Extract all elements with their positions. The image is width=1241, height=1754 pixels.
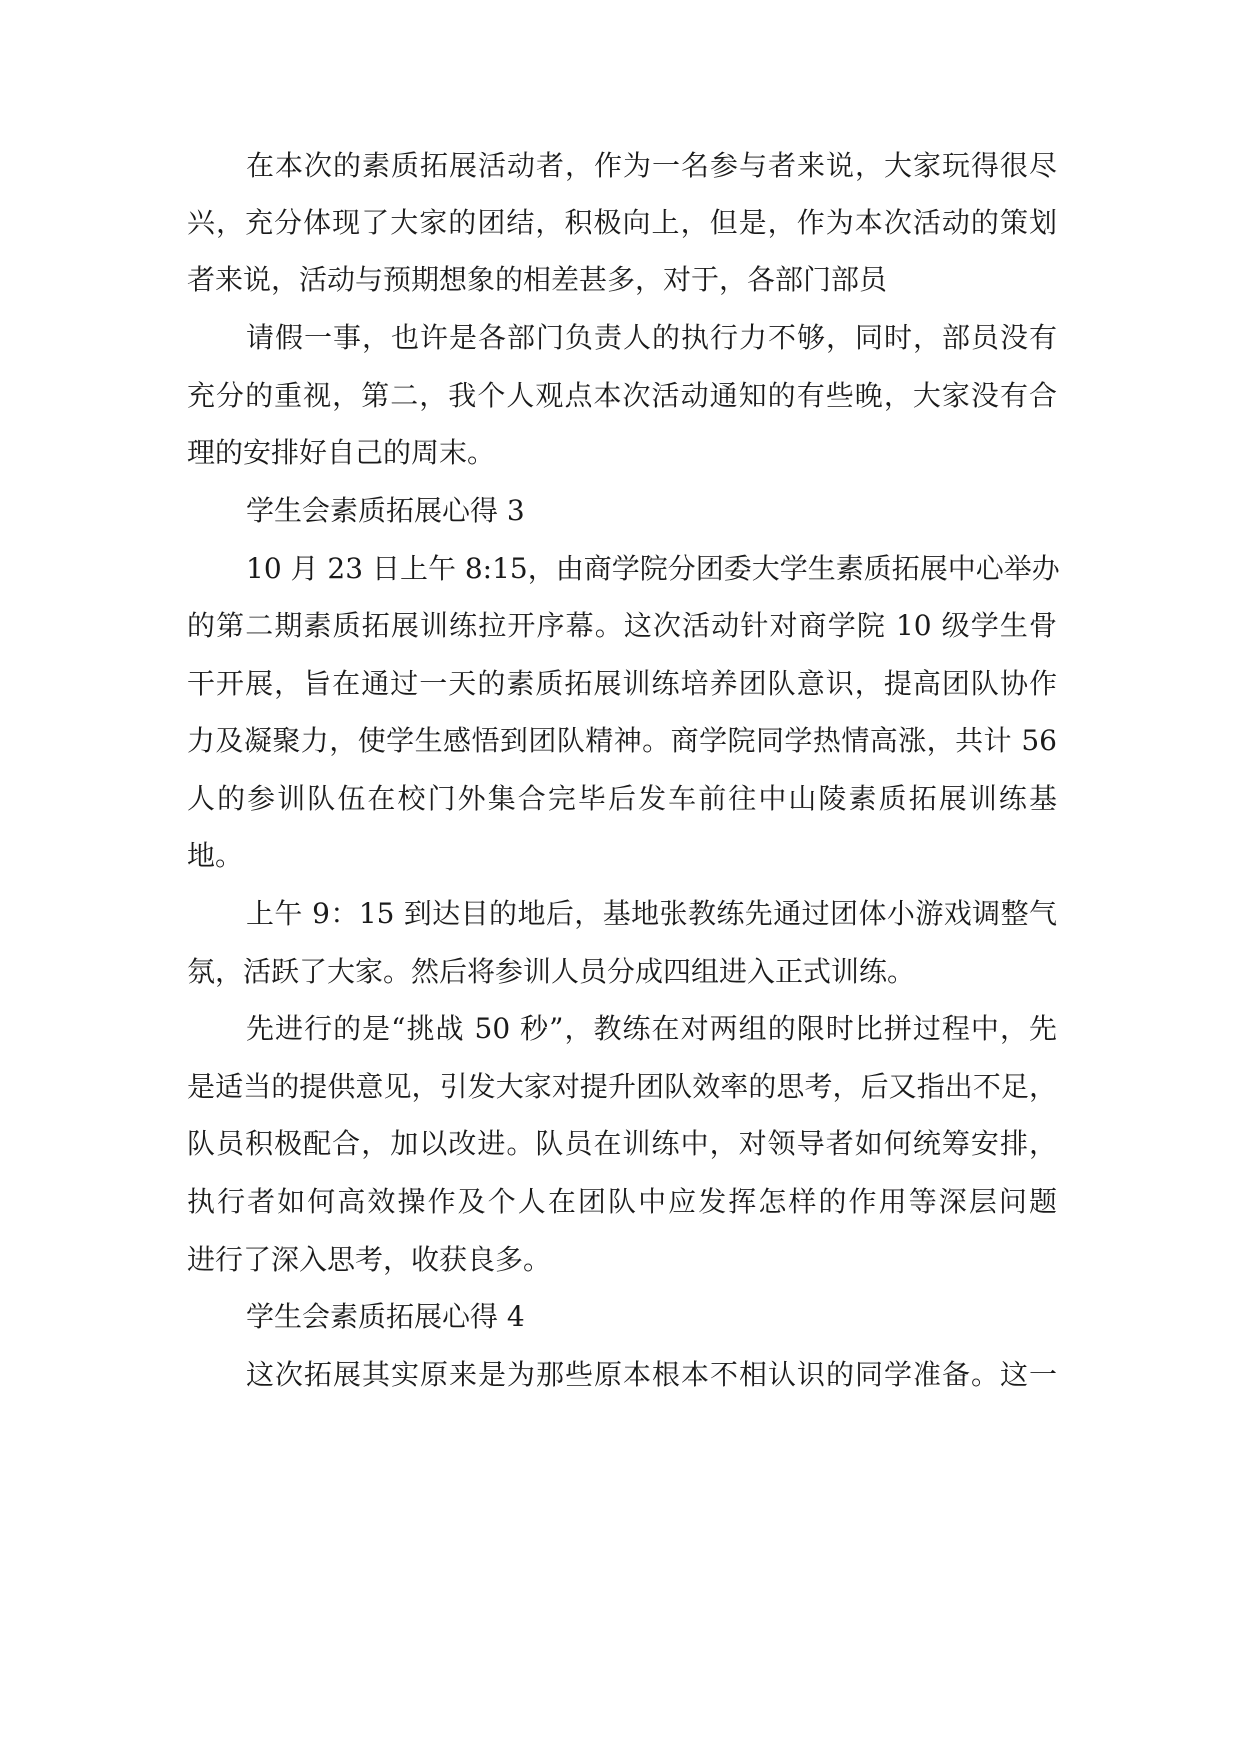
- paragraph-4-line-2: 氛，活跃了大家。然后将参训人员分成四组进入正式训练。: [187, 955, 916, 988]
- paragraph-5-line-4: 执行者如何高效操作及个人在团队中应发挥怎样的作用等深层问题: [187, 1185, 1057, 1218]
- paragraph-1-line-3: 者来说，活动与预期想象的相差甚多，对于，各部门部员: [187, 263, 888, 296]
- paragraph-1-line-2: 兴，充分体现了大家的团结，积极向上，但是，作为本次活动的策划: [187, 206, 1057, 239]
- paragraph-3-line-6: 地。: [187, 839, 244, 872]
- paragraph-6-line-1: 这次拓展其实原来是为那些原本根本不相认识的同学准备。这一: [246, 1358, 1057, 1391]
- paragraph-2-line-2: 充分的重视，第二，我个人观点本次活动通知的有些晚，大家没有合: [187, 379, 1057, 412]
- paragraph-5-line-3: 队员积极配合，加以改进。队员在训练中，对领导者如何统筹安排，: [187, 1127, 1057, 1160]
- paragraph-2-line-1: 请假一事，也许是各部门负责人的执行力不够，同时，部员没有: [246, 321, 1057, 354]
- paragraph-3-line-4: 力及凝聚力，使学生感悟到团队精神。商学院同学热情高涨，共计 56: [187, 724, 1057, 757]
- paragraph-3-line-3: 干开展，旨在通过一天的素质拓展训练培养团队意识，提高团队协作: [187, 667, 1057, 700]
- section-heading-4: 学生会素质拓展心得 4: [246, 1300, 525, 1333]
- paragraph-1-line-1: 在本次的素质拓展活动者，作为一名参与者来说，大家玩得很尽: [246, 149, 1057, 182]
- paragraph-5-line-2: 是适当的提供意见，引发大家对提升团队效率的思考，后又指出不足，: [187, 1070, 1057, 1103]
- paragraph-4-line-1: 上午 9：15 到达目的地后，基地张教练先通过团体小游戏调整气: [246, 897, 1057, 930]
- section-heading-3: 学生会素质拓展心得 3: [246, 494, 525, 527]
- paragraph-5-line-5: 进行了深入思考，收获良多。: [187, 1243, 552, 1276]
- paragraph-5-line-1: 先进行的是“挑战 50 秒”，教练在对两组的限时比拼过程中，先: [246, 1012, 1057, 1045]
- paragraph-3-line-2: 的第二期素质拓展训练拉开序幕。这次活动针对商学院 10 级学生骨: [187, 609, 1057, 642]
- paragraph-2-line-3: 理的安排好自己的周末。: [187, 436, 496, 469]
- paragraph-3-line-1: 10 月 23 日上午 8:15，由商学院分团委大学生素质拓展中心举办: [246, 552, 1060, 585]
- paragraph-3-line-5: 人的参训队伍在校门外集合完毕后发车前往中山陵素质拓展训练基: [187, 782, 1057, 815]
